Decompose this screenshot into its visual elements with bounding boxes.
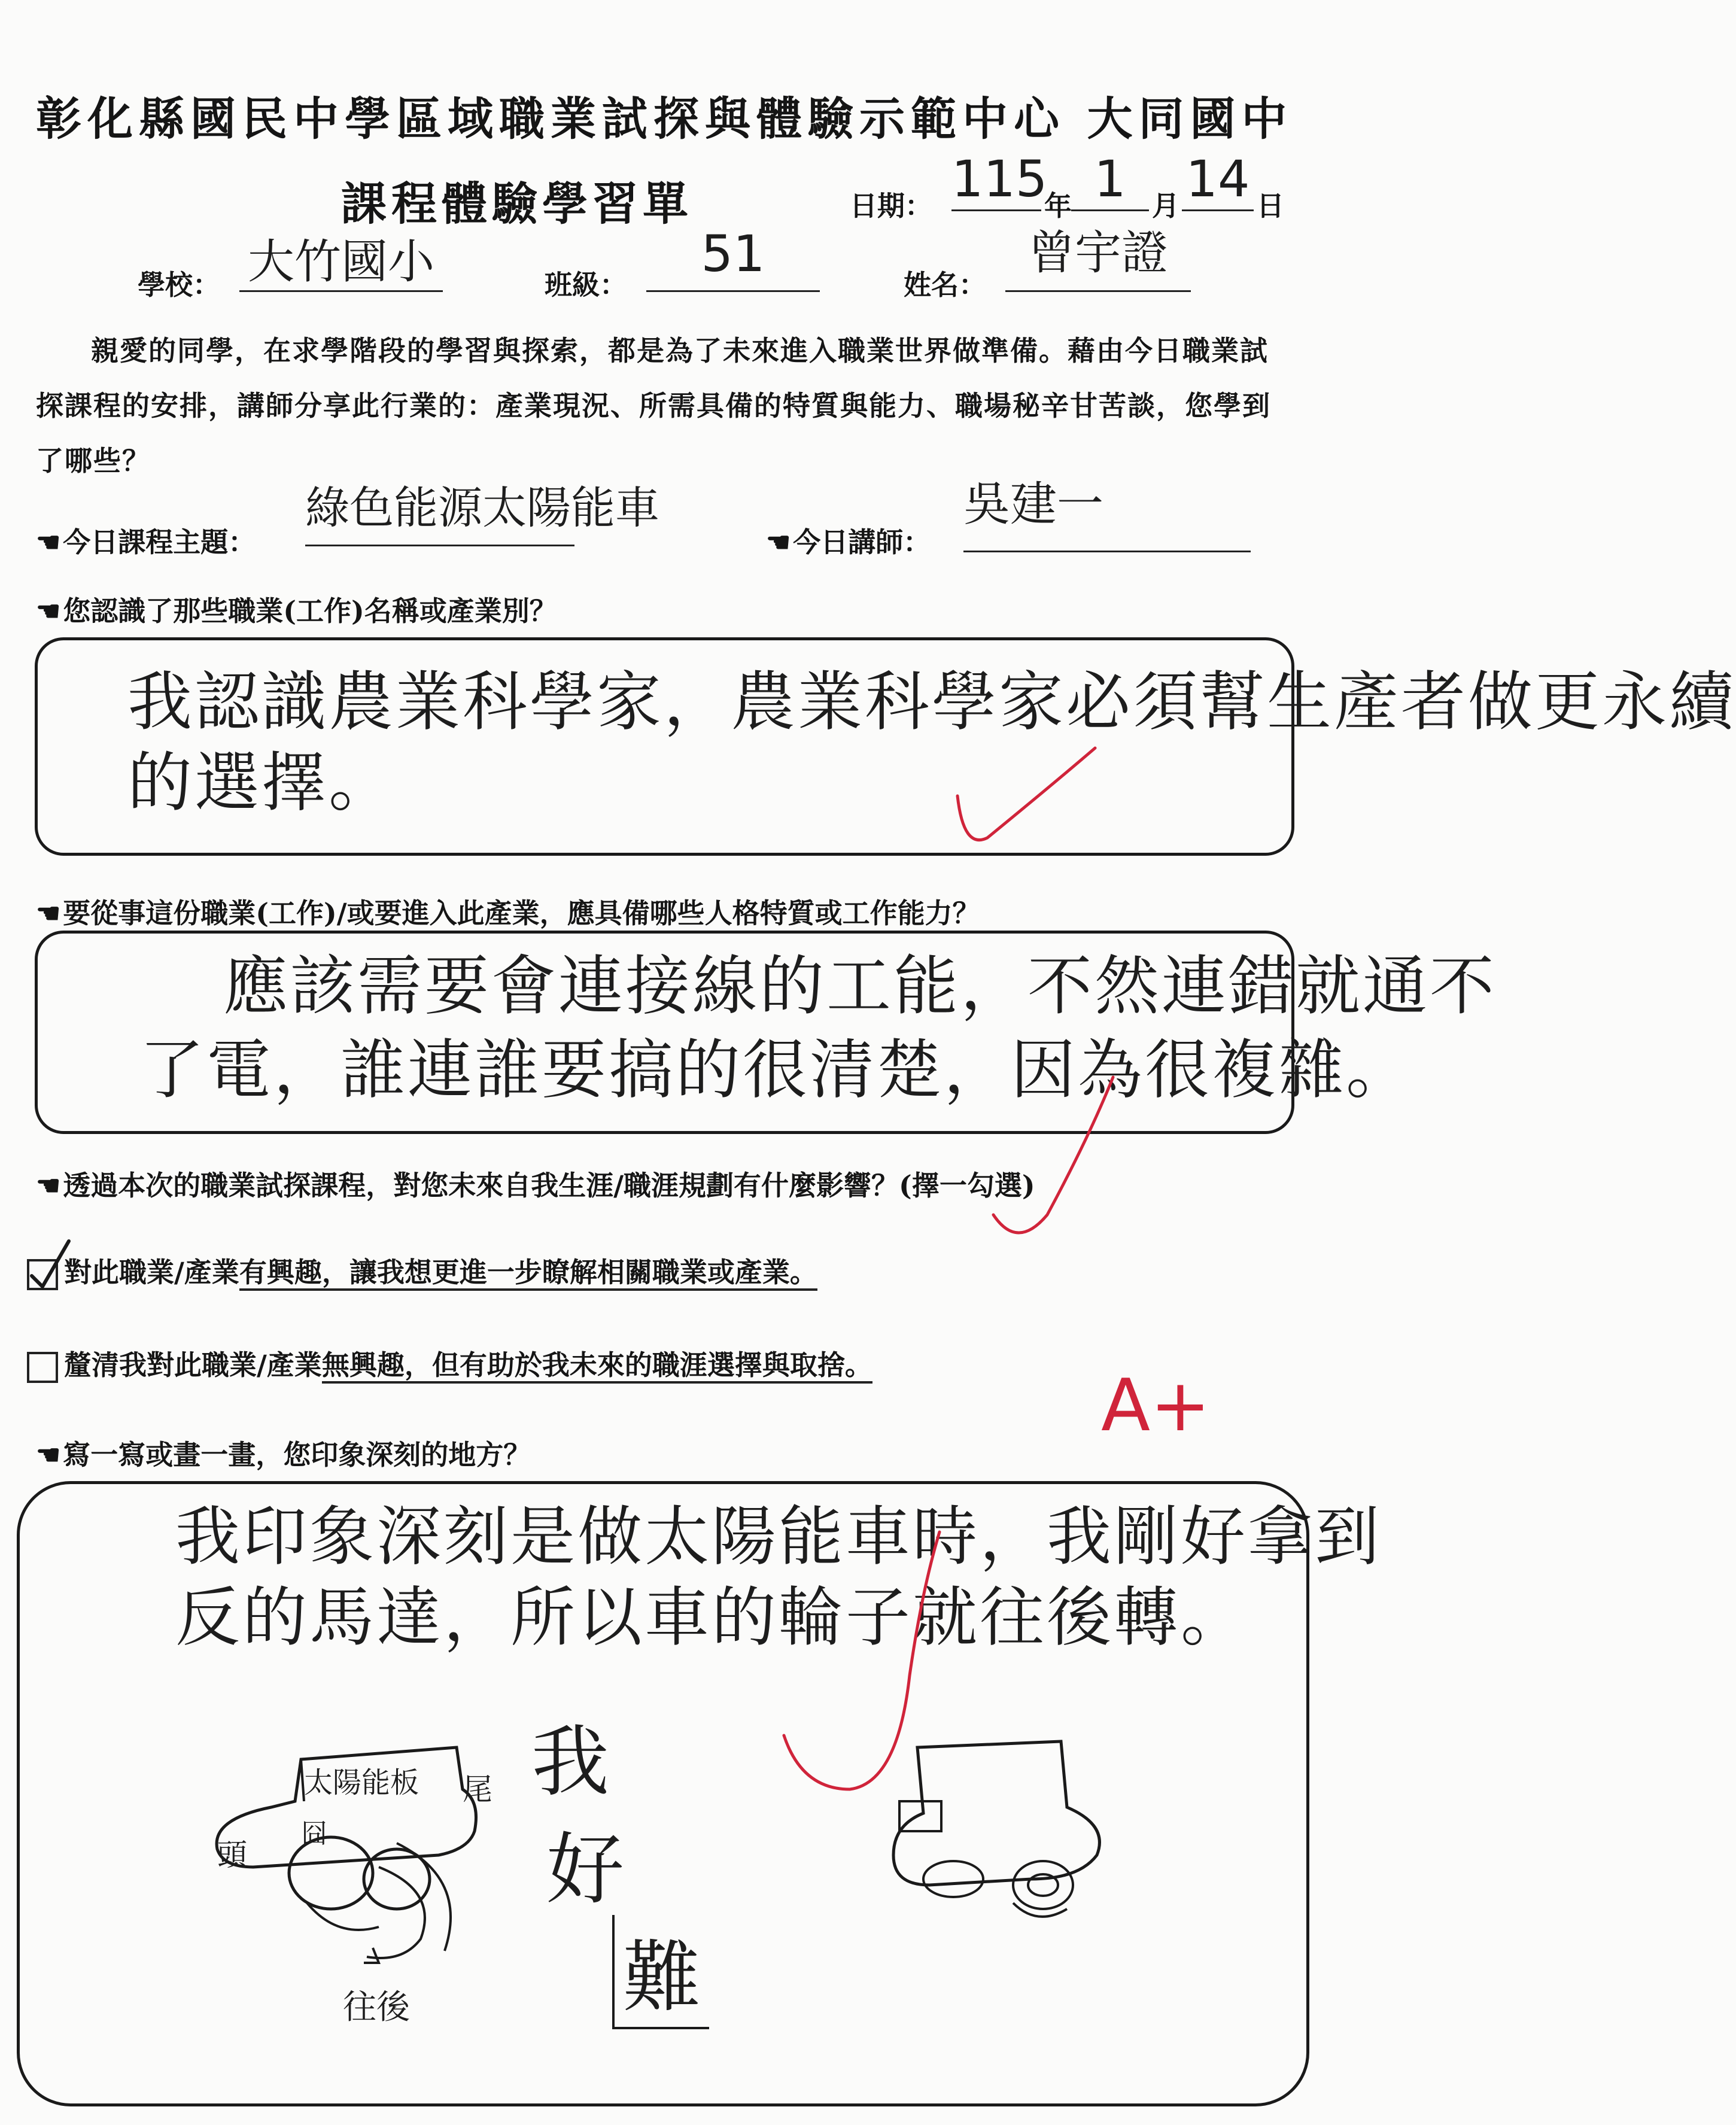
question-1 [36,589,557,629]
date-year-field[interactable]: 115 [951,150,1041,211]
answer-box-1[interactable] [35,637,1736,856]
pointing-hand-icon: ☚ [36,526,61,558]
pointing-hand-icon: ☚ [766,526,791,558]
course-topic-field[interactable]: 綠色能源太陽能車 [305,473,574,546]
class-label: 班級： [545,269,627,301]
pointing-hand-icon: ☚ [36,595,61,627]
question-4 [36,1433,531,1473]
worksheet-subtitle: 課程體驗學習單 [341,177,693,230]
option-2-prefix: 釐清我對此職業/產業 [64,1349,322,1381]
answer-box-2[interactable] [35,931,1497,1134]
head-label: 頭 [217,1838,247,1872]
answer-4-line-1: 我印象深刻是做太陽能車時，我剛好拿到 [175,1500,1382,1574]
topic-label: 今日課程主題： [63,526,256,558]
course-topic-row [36,521,256,560]
panel-label: 太陽能板 [304,1766,419,1799]
date-day-field[interactable]: 14 [1182,150,1254,211]
answer-1-line-2: 的選擇。 [127,746,396,820]
backward-label: 往後 [343,1988,410,2027]
teacher-field[interactable]: 吳建一 [963,467,1251,552]
side-text-2: 好 [546,1824,625,1915]
school-label: 學校： [138,269,220,301]
pointing-hand-icon: ☚ [36,1439,61,1471]
name-field[interactable]: 曾宇證 [1005,215,1191,292]
option-interested[interactable] [27,1251,817,1290]
side-text-3: 難 [612,1915,709,2029]
question-2 [36,892,980,931]
question-1-text: 您認識了那些職業(工作)名稱或產業別？ [63,595,557,627]
teacher-label: 今日講師： [793,526,931,558]
name-label: 姓名： [904,269,986,301]
intro-paragraph: 親愛的同學，在求學階段的學習與探索，都是為了未來進入職業世界做準備。藉由今日職業試探課程的安排，講師分享此行業的：產業現況、所需具備的特質與能力、職場秘辛甘苦談，您學到了哪些？ [36,335,1271,477]
date-label: 日期： [850,190,932,222]
option-1-prefix: 對此職業/產業 [64,1256,239,1288]
answer-1-line-1: 我認識農業科學家，農業科學家必須幫生產者做更永續 [127,665,1736,740]
month-unit: 月 [1152,190,1179,222]
class-field[interactable]: 51 [646,224,820,292]
answer-2-line-1: 應該需要會連接線的工能，不然連錯就通不 [223,949,1497,1024]
page-title: 彰化縣國民中學區域職業試探與體驗示範中心 大同國中 [36,92,1293,145]
grade-mark: A+ [1101,1364,1211,1448]
question-3-text: 透過本次的職業試探課程，對您未來自我生涯/職涯規劃有什麼影響？(擇一勾選) [63,1169,1035,1202]
question-3 [36,1164,1035,1203]
answer-box-4[interactable] [17,1481,1382,2106]
option-not-interested[interactable] [27,1343,872,1383]
date-month-field[interactable]: 1 [1071,150,1149,211]
answer-2-line-2: 了電，誰連誰要搞的很清楚，因為很複雜。 [139,1033,1413,1108]
year-unit: 年 [1044,190,1072,222]
tail-label: 尾 [463,1772,492,1807]
question-2-text: 要從事這份職業(工作)/或要進入此產業，應具備哪些人格特質或工作能力？ [63,897,980,929]
checkbox-not-interested[interactable] [27,1352,58,1383]
solar-car-sketch-2-icon [881,1735,1121,1951]
day-unit: 日 [1257,190,1284,222]
pointing-hand-icon: ☚ [36,1169,61,1202]
option-2-text: 無興趣，但有助於我未來的職涯選擇與取捨。 [322,1349,872,1384]
school-field[interactable]: 大竹國小 [239,224,443,292]
checkbox-interested[interactable] [27,1259,58,1290]
question-4-text: 寫一寫或畫一畫，您印象深刻的地方？ [63,1439,531,1471]
option-1-text: 有興趣，讓我想更進一步瞭解相關職業或產業。 [239,1256,817,1291]
pointing-hand-icon: ☚ [36,897,61,929]
wheel-label: 囧 [301,1819,327,1849]
solar-car-drawing [199,1711,510,2047]
teacher-row [766,521,931,560]
check-mark-icon [29,1240,71,1288]
side-text-1: 我 [531,1716,610,1807]
answer-4-line-2: 反的馬達，所以車的輪子就往後轉。 [175,1580,1248,1655]
